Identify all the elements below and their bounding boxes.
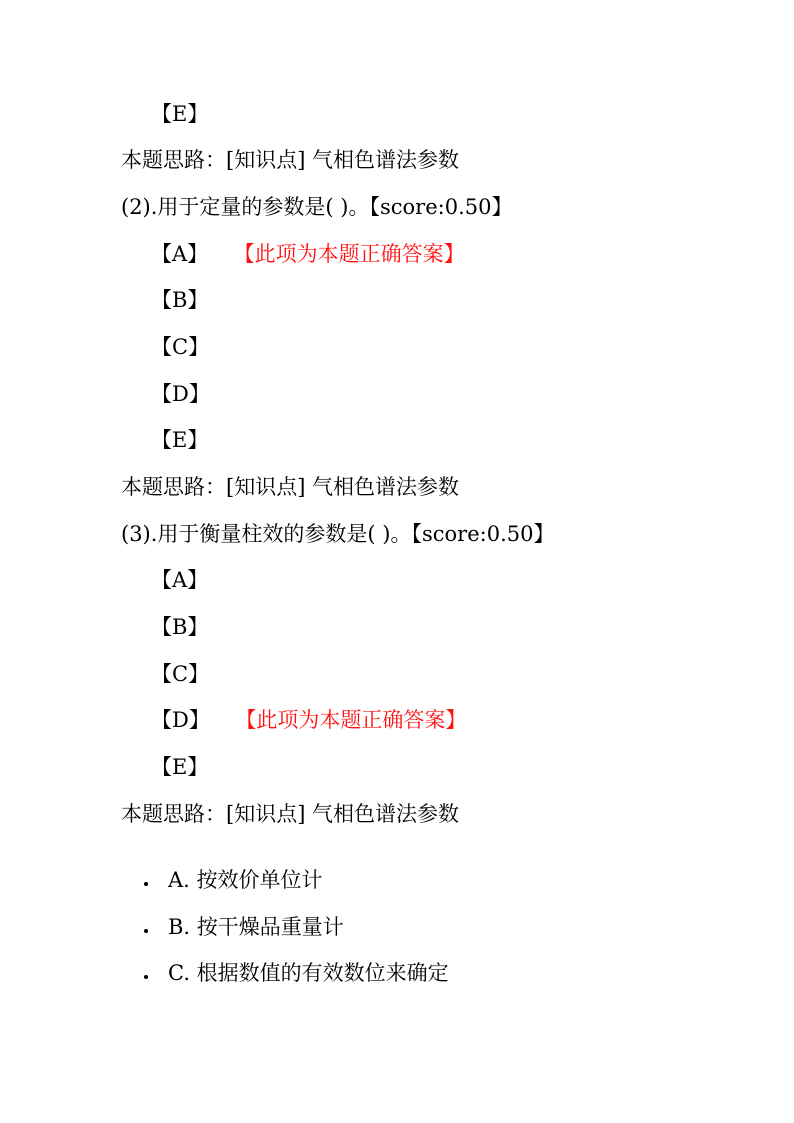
question-2: (2).用于定量的参数是( )。【score:0.50】 [121, 195, 513, 219]
option-d-label: 【D】 【此项为本题正确答案】 [151, 708, 467, 732]
option-e-label: 【E】 [151, 755, 209, 779]
option-a-label: 【A】 [151, 568, 209, 592]
bullet-icon [144, 882, 148, 886]
option-c-label: 【C】 [151, 662, 210, 686]
list-item: B. 按干燥品重量计 [141, 913, 449, 960]
option-b-label: 【B】 [151, 288, 209, 312]
option-e-label: 【E】 [151, 428, 209, 452]
option-e-label: 【E】 [151, 102, 209, 126]
explanation-line: 本题思路：[知识点] 气相色谱法参数 [121, 475, 460, 499]
correct-answer-marker: 【此项为本题正确答案】 [244, 242, 465, 266]
option-a-label: 【A】 【此项为本题正确答案】 [151, 242, 465, 266]
option-d-label: 【D】 [151, 382, 210, 406]
answer-choices-list [141, 866, 449, 1006]
question-3: (3).用于衡量柱效的参数是( )。【score:0.50】 [121, 522, 555, 546]
list-item: C. 根据数值的有效数位来确定 [141, 959, 449, 1006]
explanation-line: 本题思路：[知识点] 气相色谱法参数 [121, 802, 460, 826]
bullet-icon [144, 975, 148, 979]
explanation-line: 本题思路：[知识点] 气相色谱法参数 [121, 148, 460, 172]
correct-answer-marker: 【此项为本题正确答案】 [245, 708, 467, 732]
option-c-label: 【C】 [151, 335, 210, 359]
list-item: A. 按效价单位计 [141, 866, 449, 913]
bullet-icon [144, 929, 148, 933]
option-b-label: 【B】 [151, 615, 209, 639]
